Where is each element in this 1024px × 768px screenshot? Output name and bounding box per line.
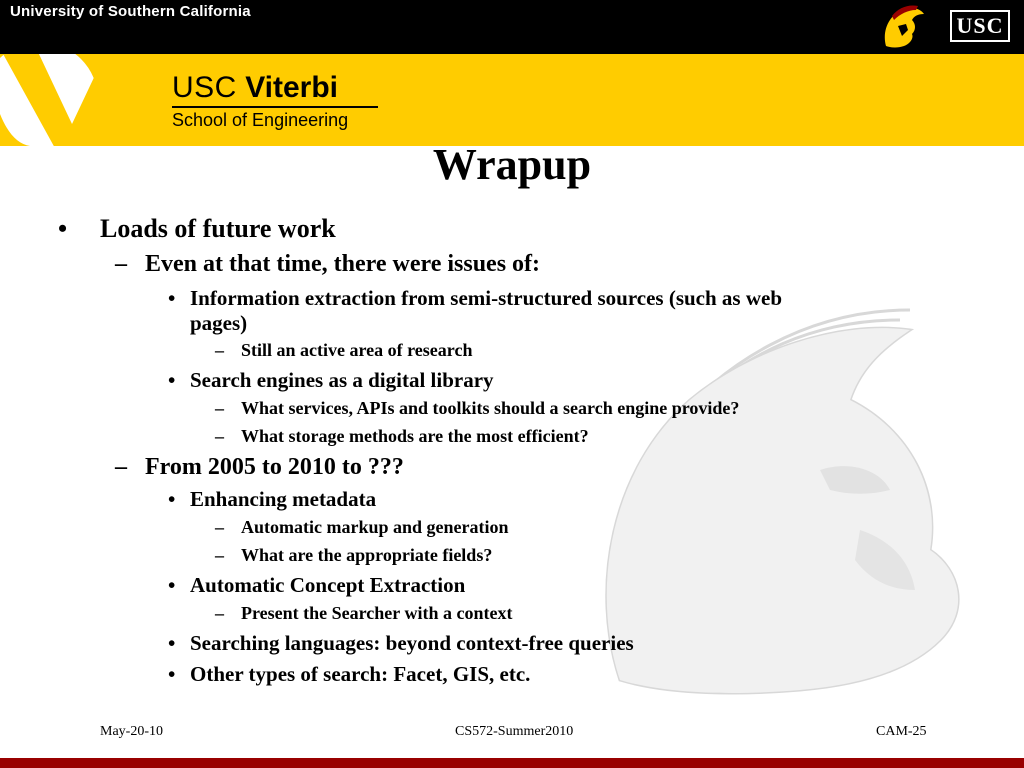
bullet-item bbox=[168, 286, 783, 336]
slide-title: Wrapup bbox=[432, 140, 592, 189]
bullet-marker: – bbox=[215, 603, 224, 623]
bullet-text: What storage methods are the most efficient? bbox=[241, 426, 589, 446]
bullet-item bbox=[168, 573, 466, 598]
bullet-item bbox=[215, 398, 740, 419]
bullet-marker: • bbox=[168, 368, 176, 392]
bullet-item bbox=[215, 517, 509, 538]
viterbi-usc-text: USC bbox=[172, 71, 237, 104]
bullet-marker: – bbox=[215, 545, 224, 565]
bullet-item bbox=[168, 662, 531, 687]
bullet-marker: – bbox=[215, 426, 224, 446]
bullet-item bbox=[58, 214, 336, 244]
bullet-text: From 2005 to 2010 to ??? bbox=[145, 454, 404, 480]
bullet-text: Still an active area of research bbox=[241, 340, 473, 360]
bullet-text: Automatic Concept Extraction bbox=[190, 573, 466, 597]
bullet-marker: – bbox=[215, 398, 224, 418]
bottom-bar bbox=[0, 758, 1024, 768]
bullet-item bbox=[168, 368, 494, 393]
university-name: University of Southern California bbox=[10, 3, 251, 20]
bullet-item bbox=[215, 340, 473, 361]
usc-logo-icon: USC bbox=[950, 10, 1010, 42]
trojan-head-icon bbox=[876, 2, 928, 52]
bullet-item bbox=[115, 251, 541, 278]
footer-date: May-20-10 bbox=[100, 724, 163, 739]
viterbi-rule bbox=[172, 106, 378, 108]
bullet-text: Automatic markup and generation bbox=[241, 517, 509, 537]
bullet-text: Enhancing metadata bbox=[190, 487, 377, 511]
bullet-item bbox=[215, 545, 493, 566]
bullet-text: Searching languages: beyond context-free queries bbox=[190, 631, 634, 655]
bullet-marker: • bbox=[168, 573, 176, 597]
bullet-item bbox=[115, 454, 404, 481]
bullet-marker: • bbox=[58, 214, 68, 243]
bullet-text: Loads of future work bbox=[100, 214, 336, 243]
bullet-text: What are the appropriate fields? bbox=[241, 545, 493, 565]
viterbi-school-text: School of Engineering bbox=[172, 110, 349, 130]
bullet-text: Other types of search: Facet, GIS, etc. bbox=[190, 662, 531, 686]
bullet-text: Present the Searcher with a context bbox=[241, 603, 513, 623]
bullet-item bbox=[215, 603, 513, 624]
bullet-marker: – bbox=[115, 454, 127, 480]
bullet-text: Search engines as a digital library bbox=[190, 368, 494, 392]
bullet-marker: – bbox=[215, 517, 224, 537]
bullet-text: What services, APIs and toolkits should a search engine provide? bbox=[241, 398, 740, 418]
trojan-watermark-icon bbox=[580, 290, 1020, 700]
top-bar bbox=[0, 0, 1024, 54]
bullet-marker: • bbox=[168, 631, 176, 655]
bullet-text: Information extraction from semi-structured sources (such as web bbox=[190, 286, 783, 310]
bullet-item bbox=[215, 426, 589, 447]
bullet-marker: • bbox=[168, 487, 176, 511]
viterbi-wordmark bbox=[172, 72, 378, 131]
bullet-item bbox=[168, 631, 634, 656]
bullet-marker: • bbox=[168, 286, 176, 310]
viterbi-v-logo-icon bbox=[0, 54, 170, 146]
bullet-marker: • bbox=[168, 662, 176, 686]
footer-slide-number: CAM-25 bbox=[876, 724, 927, 739]
footer-course: CS572-Summer2010 bbox=[455, 724, 574, 739]
viterbi-name-text: Viterbi bbox=[245, 71, 338, 104]
bullet-item bbox=[168, 487, 377, 512]
header-band bbox=[0, 54, 1024, 146]
bullet-marker: – bbox=[115, 251, 127, 277]
bullet-text: Even at that time, there were issues of: bbox=[145, 251, 541, 277]
bullet-text-continued: pages) bbox=[190, 311, 248, 335]
bullet-marker: – bbox=[215, 340, 224, 360]
